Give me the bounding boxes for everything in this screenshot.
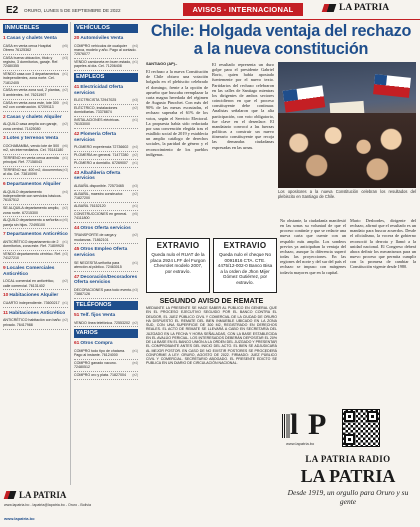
ad-text: CUARTO independiente. 73600217	[3, 301, 60, 306]
subcategory-header	[3, 232, 68, 238]
classified-ad	[3, 217, 68, 229]
chile-flag-icon	[283, 85, 326, 112]
subcategory-number: 20	[74, 36, 80, 41]
subcategory-number: 9	[3, 266, 6, 272]
subcategory-label: Habitaciones Alquiler	[9, 293, 59, 299]
subcategory-number: 2	[3, 114, 6, 120]
subcategory-header	[3, 182, 68, 188]
subcategory-header	[74, 341, 138, 347]
classified-ad	[3, 278, 68, 290]
dateline: ORURO, LUNES 5 DE SEPTIEMBRE DE 2022	[24, 7, 121, 13]
footer-logo	[4, 490, 66, 500]
subcategory-label: Otros Empleo Oferta servicios	[74, 247, 128, 259]
ad-code: (e3)	[132, 184, 138, 189]
ad-text: SE NECESITA señorita para atención al público. 72463015	[74, 260, 122, 269]
classified-ad	[74, 232, 138, 244]
classified-ad	[3, 167, 68, 179]
subcategory-number: 42	[74, 132, 80, 138]
classified-ad	[74, 144, 138, 152]
classifieds-column-2	[70, 22, 140, 485]
ad-code: (e5)	[62, 218, 68, 223]
ad-code: (e1)	[132, 349, 138, 354]
ad-code: (e1)	[132, 260, 138, 265]
extravio-title: EXTRAVIO	[156, 241, 200, 250]
article-dateline: SANTIAGO (AP).-	[146, 62, 178, 66]
extravio-body: Queda nulo el cheque No 0091816 CTA. CTE. 4475/12-002-0 Banco Bisa a la orden de Jhon Mijer Gómez Gutiérrez, por extravío.	[217, 252, 273, 285]
ad-code: (e1)	[132, 161, 138, 166]
subcategory-label: Departamentos Alquiler	[6, 182, 61, 188]
subcategory-label: Casas y chalets Alquiler	[6, 114, 62, 120]
classified-ad	[74, 287, 138, 299]
ad-code: (e5)	[62, 43, 68, 48]
ad-code: (e2)	[132, 233, 138, 238]
masthead: LA PATRIA	[300, 466, 396, 486]
extravio-notice-2	[213, 238, 277, 293]
subcategory-number: 1	[3, 36, 6, 41]
subcategory-label: Lotes y terrenos Venta	[6, 136, 59, 142]
lp-logo-icon: l P www.lapatria.bo	[280, 408, 338, 448]
subcategory-label: Plomería Oferta servicios	[74, 132, 117, 143]
ad-text: INSTALACIONES eléctricas. 76153000	[74, 118, 120, 127]
ad-text: COMPRO todo tipo de chatarra. Pago al instante. 76124000	[74, 349, 126, 358]
qr-code-icon[interactable]	[342, 409, 380, 447]
ad-text: ANTICRÉTICO habitación con baño privado. 76417988	[3, 318, 61, 327]
ad-text: CASA en venta zona sud, 2 plantas, 5 ambientes. Inf. 76211907	[3, 88, 61, 97]
subcategory-label: Otros Oferta servicios	[80, 225, 131, 231]
subcategory-label: Telf. fijos Venta	[80, 313, 116, 319]
subcategory-number: 41	[74, 85, 80, 91]
ad-text: COCHABAMBA, vendo lote de 500 m2, sin intermediarios. Cel. 76141180	[3, 143, 64, 153]
ad-text: VENDO casa con 3 departamentos independientes, zona norte. Cel. 71812405	[3, 72, 60, 85]
ad-code: (e3)	[132, 287, 138, 292]
article-column-2: El resultado representa un duro golpe para el presidente Gabriel Boric, quien había apostado fuertemente por el nuevo texto. Partidarios del rechazo celebraron en las calles de Santiago mientras los dirigentes de ambos sectores coincidieron en que el proceso constituyente debe continuar. Analistas señalaron que la alta participación, con voto obligatorio, fue clave en el desenlace. El mandatario convocó a las fuerzas políticas a construir un nuevo itinerario constituyente que recoja las demandas ciudadanas expresadas en las urnas.	[212, 62, 274, 150]
category-header: TELÉFONOS	[74, 301, 138, 310]
header-logo	[322, 3, 389, 13]
section-tag: AVISOS - INTERNACIONAL	[183, 3, 303, 16]
classifieds-column-1	[0, 22, 70, 485]
article-headline: Chile: Holgada ventaja del rechazo a la nueva constitución	[150, 22, 412, 58]
slogan: Desde 1919, un orgullo para Oruro y su gente	[287, 488, 409, 506]
category-header: VARIOS	[74, 329, 138, 338]
subcategory-header	[3, 266, 68, 277]
subcategory-label: Electricidad Oferta servicios	[74, 85, 123, 96]
promo-url[interactable]: www.lapatria.bo	[286, 441, 315, 446]
ad-text: ALBAÑIL 76152120	[74, 203, 106, 208]
classified-ad	[3, 251, 68, 263]
extravio-title: EXTRAVIO	[223, 241, 267, 250]
ad-text: PLOMERO experiencia 72736602	[74, 145, 129, 150]
ad-text: LOCAL comercial en anticrético, calle comercial. 76131402	[3, 279, 55, 288]
ad-text: ELÉCTRICO, instalaciones domiciliarias. 73378874	[74, 106, 118, 115]
classified-ad	[74, 191, 138, 203]
ad-code: (e2)	[132, 373, 138, 378]
ad-code: (e4)	[132, 361, 138, 366]
subcategory-label: Otros Compra	[80, 341, 113, 347]
ad-code: (e1)	[62, 239, 68, 244]
ad-code: (e4)	[132, 145, 138, 150]
footer-web-link[interactable]: www.lapatria.bo	[4, 516, 35, 521]
classified-ad	[74, 211, 138, 223]
header-logo-text: LA PATRIA	[339, 3, 390, 13]
article-column-3: No obstante, la ciudadanía manifestó en las urnas su voluntad de que el proceso continúe y que se redacte una nueva carta que cuente con un respaldo más amplio. Los sondeos previos ya anticipaban la ventaja del rechazo, aunque la diferencia superó todas las proyecciones. En las regiones del norte y del sur del país el rechazo se impuso con márgenes todavía mayores que en la capital.	[280, 218, 346, 275]
subcategory-number: 10	[3, 293, 9, 299]
page-number: E2	[6, 4, 19, 16]
subcategory-header	[3, 36, 68, 42]
ad-text: ALQUILO departamento independiente con servicios básicos. 76157512	[3, 189, 62, 203]
subcategory-number: 11	[3, 310, 9, 316]
article-body-right	[280, 218, 416, 404]
ad-code: (e1)	[62, 156, 68, 161]
remate-title: SEGUNDO AVISO DE REMATE	[159, 296, 264, 305]
classified-ad	[74, 320, 138, 328]
ad-text: ALQUILO casa amplia con garaje, zona central. 71425080	[3, 122, 58, 131]
ad-code: (e2)	[62, 318, 68, 323]
subcategory-number: 47	[74, 274, 80, 280]
classified-ad	[3, 121, 68, 133]
footer-sites: www.lapatria.bo - lapatria@lapatria.bo - Oruro - Bolivia	[4, 503, 91, 507]
ad-code: (e2)	[132, 320, 138, 325]
subcategory-label: Albañilería Oferta servicios	[74, 170, 121, 182]
subcategory-number: 61	[74, 341, 80, 347]
ad-code: (e2)	[132, 191, 138, 196]
radio-title: LA PATRIA RADIO	[305, 454, 391, 464]
ad-code: (e2)	[132, 106, 138, 111]
la-patria-logo-icon	[4, 491, 16, 499]
subcategory-label: Departamentos Anticrético	[6, 232, 68, 238]
ad-text: ALBAÑIL, maestro constructor. 71827200	[74, 191, 124, 201]
ad-code: (e1)	[132, 203, 138, 208]
classified-ad	[74, 260, 138, 272]
ad-text: ELECTRICISTA 72947025	[74, 98, 117, 103]
ad-text: SE ALQUILA departamento amplio, zona norte. 67215300	[3, 206, 60, 215]
ad-text: PLOMERO a domicilio. 67269007	[74, 161, 128, 166]
classified-ad	[74, 183, 138, 191]
classified-ad	[74, 203, 138, 211]
ad-text: CASA en venta cerca Hospital Obrero 76125362	[3, 43, 52, 52]
classified-ad	[3, 100, 68, 112]
classified-ad	[3, 55, 68, 71]
ad-text: VENDO línea telefónica. 72553202	[74, 320, 130, 325]
subcategory-label: Habitaciones Anticrético	[9, 310, 66, 316]
classified-ad	[74, 117, 138, 129]
la-patria-logo-icon	[322, 3, 336, 13]
ad-text: COMPRO oro y plata. 71827004	[74, 373, 126, 378]
article-text-1: El rechazo a la nueva Constitución de Chile obtuvo una votación holgada en el plebiscito celebrado el domingo, frente a la opción de apruebo que buscaba reemplazar la carta magna heredada del régimen de Augusto Pinochet. Con más del 90% de las mesas escrutadas, el rechazo superaba el 61% de los votos, según el Servicio Electoral. La propuesta había sido redactada por una convención elegida tras el estallido social de 2019 y establecía un amplio catálogo de derechos sociales, la paridad de género y el reconocimiento de los pueblos indígenas.	[146, 69, 208, 157]
subcategory-label: Decoración/Decoradores Oferta servicios	[74, 274, 138, 286]
ad-code: (e1)	[132, 118, 138, 123]
ad-code: (e1)	[62, 72, 68, 77]
subcategory-number: 51	[74, 313, 80, 319]
ad-code: (e4)	[62, 100, 68, 105]
subcategory-number: 44	[74, 225, 80, 231]
ad-code: (e1)	[62, 301, 68, 306]
subcategory-label: Locales Comerciales Anticrético	[3, 266, 55, 277]
ad-code: (e2)	[62, 122, 68, 127]
classified-ad	[74, 97, 138, 105]
classified-ad	[74, 59, 138, 71]
category-header: EMPLEOS	[74, 73, 138, 82]
ad-text: COMPRO vehículos de cualquier marca, modelo y año. Pago al contado. 72576077	[74, 43, 137, 57]
ad-text: ALQUILO departamento a señorita o pareja sin hijos. 72495100	[3, 218, 62, 227]
subcategory-header	[74, 226, 138, 232]
classified-ad	[3, 43, 68, 55]
barcode-bars	[282, 414, 290, 438]
classified-ad	[74, 105, 138, 117]
ad-code: (e3)	[132, 98, 138, 103]
ad-code: (e2)	[132, 153, 138, 158]
subcategory-header	[3, 115, 68, 121]
header-rule	[0, 19, 420, 20]
subcategory-header	[74, 36, 138, 42]
ad-code: (e4)	[132, 43, 138, 48]
subcategory-header	[3, 136, 68, 142]
ad-code: (e3)	[62, 252, 68, 257]
ad-text: ANTICRÉTICO departamento de 2 dormitorios, zona este. Ref. 71809920	[3, 239, 64, 249]
subcategory-header	[74, 247, 138, 258]
ad-code: (e5)	[132, 211, 138, 216]
subcategory-number: 7	[3, 232, 6, 238]
article-photo	[278, 62, 416, 188]
ad-text: VENDO departamento céntrico. Ref. 74127210	[3, 252, 62, 261]
ad-text: PLOMERÍA en general. 71477280	[74, 153, 129, 158]
subcategory-number: 3	[3, 136, 6, 142]
extravio-notice-1	[146, 238, 210, 293]
ad-text: VENDO camioneta en buen estado, papeles al día. Cel. 71206408	[74, 59, 132, 69]
ad-code: (e1)	[132, 59, 138, 64]
classified-ad	[3, 317, 68, 329]
remate-body: MEDIANTE LA PRESENTE SE HACE SABER AL PÚBLICO EN GENERAL QUE EN EL PROCESO EJECUTIVO SEGUIDO POR EL BANCO CONTRA EL DEUDOR, EL JUEZ PÚBLICO CIVIL Y COMERCIAL DE LA CIUDAD DE ORURO HA DISPUESTO EL REMATE DEL BIEN INMUEBLE UBICADO EN LA ZONA SUD, CON UNA SUPERFICIE DE 300 M2, REGISTRADO EN DERECHOS REALES. EL ACTO DE REMATE SE LLEVARÁ A CABO EN SECRETARÍA DEL JUZGADO EN LA FECHA Y HORA SEÑALADAS, CON LA BASE ESTABLECIDA EN EL AVALÚO PERICIAL. LOS INTERESADOS DEBERÁN DEPOSITAR EL 20% DE LA BASE EN EL BANCO UNIÓN A LA ORDEN DEL JUZGADO Y PRESENTAR EL COMPROBANTE ANTES DEL INICIO DEL ACTO. EL BIEN SE ADJUDICARÁ AL MEJOR POSTOR. EN CASO DE NO EXISTIR POSTORES SE PROCEDERÁ CONFORME A LEY. ORURO, AGOSTO DE 2022. FIRMADO: JUEZ PÚBLICO CIVIL Y COMERCIAL. SECRETARIO ABOGADO. EL PRESENTE EDICTO SE PUBLICA EN UN DIARIO DE CIRCULACIÓN NACIONAL.	[146, 306, 277, 366]
subcategory-number: 45	[74, 247, 80, 253]
ad-text: TERRENO sur, 400 m2, documentos al día. Cel. 73810090	[3, 168, 62, 177]
classified-ad	[3, 205, 68, 217]
ad-text: CASA en venta zona este, lote 300 m2 con construcción. 67209113	[3, 100, 59, 109]
ad-text: CONSTRUCCIONES en general. 74111800	[74, 211, 128, 220]
classified-ad	[3, 71, 68, 87]
chile-flag-icon	[373, 74, 411, 98]
classified-ad	[3, 300, 68, 308]
ad-code: (e2)	[62, 88, 68, 93]
ad-code: (e3)	[62, 55, 68, 60]
ad-text: DECORACIONES para todo evento. 73887126	[74, 287, 133, 297]
category-header: INMUEBLES	[3, 24, 68, 33]
ad-text: ALBAÑIL disponible. 72573465	[74, 184, 124, 189]
subcategory-number: 43	[74, 170, 80, 176]
ad-text: TERRENO en venta cerca avenida principal. Ref. 77158043	[3, 156, 59, 165]
subcategory-label: Casas y chalets Venta	[6, 36, 57, 41]
subcategory-number: 6	[3, 182, 6, 188]
photo-caption: Los opositores a la nueva Constitución celebran los resultados del plebiscito en Santiago de Chile.	[278, 189, 416, 199]
classified-ad	[3, 239, 68, 251]
classified-ad	[3, 87, 68, 99]
classified-ad	[74, 160, 138, 168]
classified-ad	[74, 43, 138, 59]
classified-ad	[3, 189, 68, 205]
classified-ad	[74, 152, 138, 160]
classified-ad	[74, 372, 138, 380]
ad-code: (e2)	[62, 279, 68, 284]
ad-text: COMPRO ganado vacuno. 72480512	[74, 361, 117, 370]
classified-ad	[3, 143, 68, 155]
subcategory-header	[3, 311, 68, 317]
classifieds	[0, 22, 141, 485]
article-body-top	[146, 62, 274, 238]
classified-ad	[74, 360, 138, 372]
ad-code: (e4)	[62, 189, 68, 194]
article-column-1	[146, 62, 208, 238]
crowd	[278, 113, 416, 188]
subcategory-header	[74, 132, 138, 143]
subcategory-header	[3, 293, 68, 299]
classified-ad	[74, 348, 138, 360]
ad-code: (e2)	[62, 206, 68, 211]
extravio-body: Queda nulo el RUAT de la placa 2924 LFF del Furgon Chevrolet modelo 2007, por extravío.	[150, 252, 206, 274]
ad-code: (e6)	[62, 143, 68, 148]
category-header: VEHÍCULOS	[74, 24, 138, 33]
subcategory-header	[74, 171, 138, 182]
subcategory-header	[74, 313, 138, 319]
article-column-4: Mario Desbordes, dirigente del rechazo, afirmó que el resultado es un mandato para buscar acuerdos. Desde el oficialismo, la vocera de gobierno reconoció la derrota y llamó a la unidad nacional. El Congreso deberá ahora definir los mecanismos para un nuevo proceso que permita cumplir con la promesa de cambiar la Constitución vigente desde 1980.	[350, 218, 416, 270]
subcategory-label: Automóviles Venta	[80, 36, 124, 41]
promo-box	[280, 406, 416, 450]
subcategory-header	[74, 85, 138, 96]
footer-logo-text: LA PATRIA	[19, 490, 67, 500]
subcategory-header	[74, 275, 138, 286]
classified-ad	[3, 155, 68, 167]
ad-text: TRANSPORTE de carga y mudanzas. 71862101	[74, 233, 117, 242]
ad-text: CASA buena ubicación, título y registro, 3 dormitorios, garaje. Ref. 72480355	[3, 55, 59, 69]
ad-code: (e3)	[62, 168, 68, 173]
